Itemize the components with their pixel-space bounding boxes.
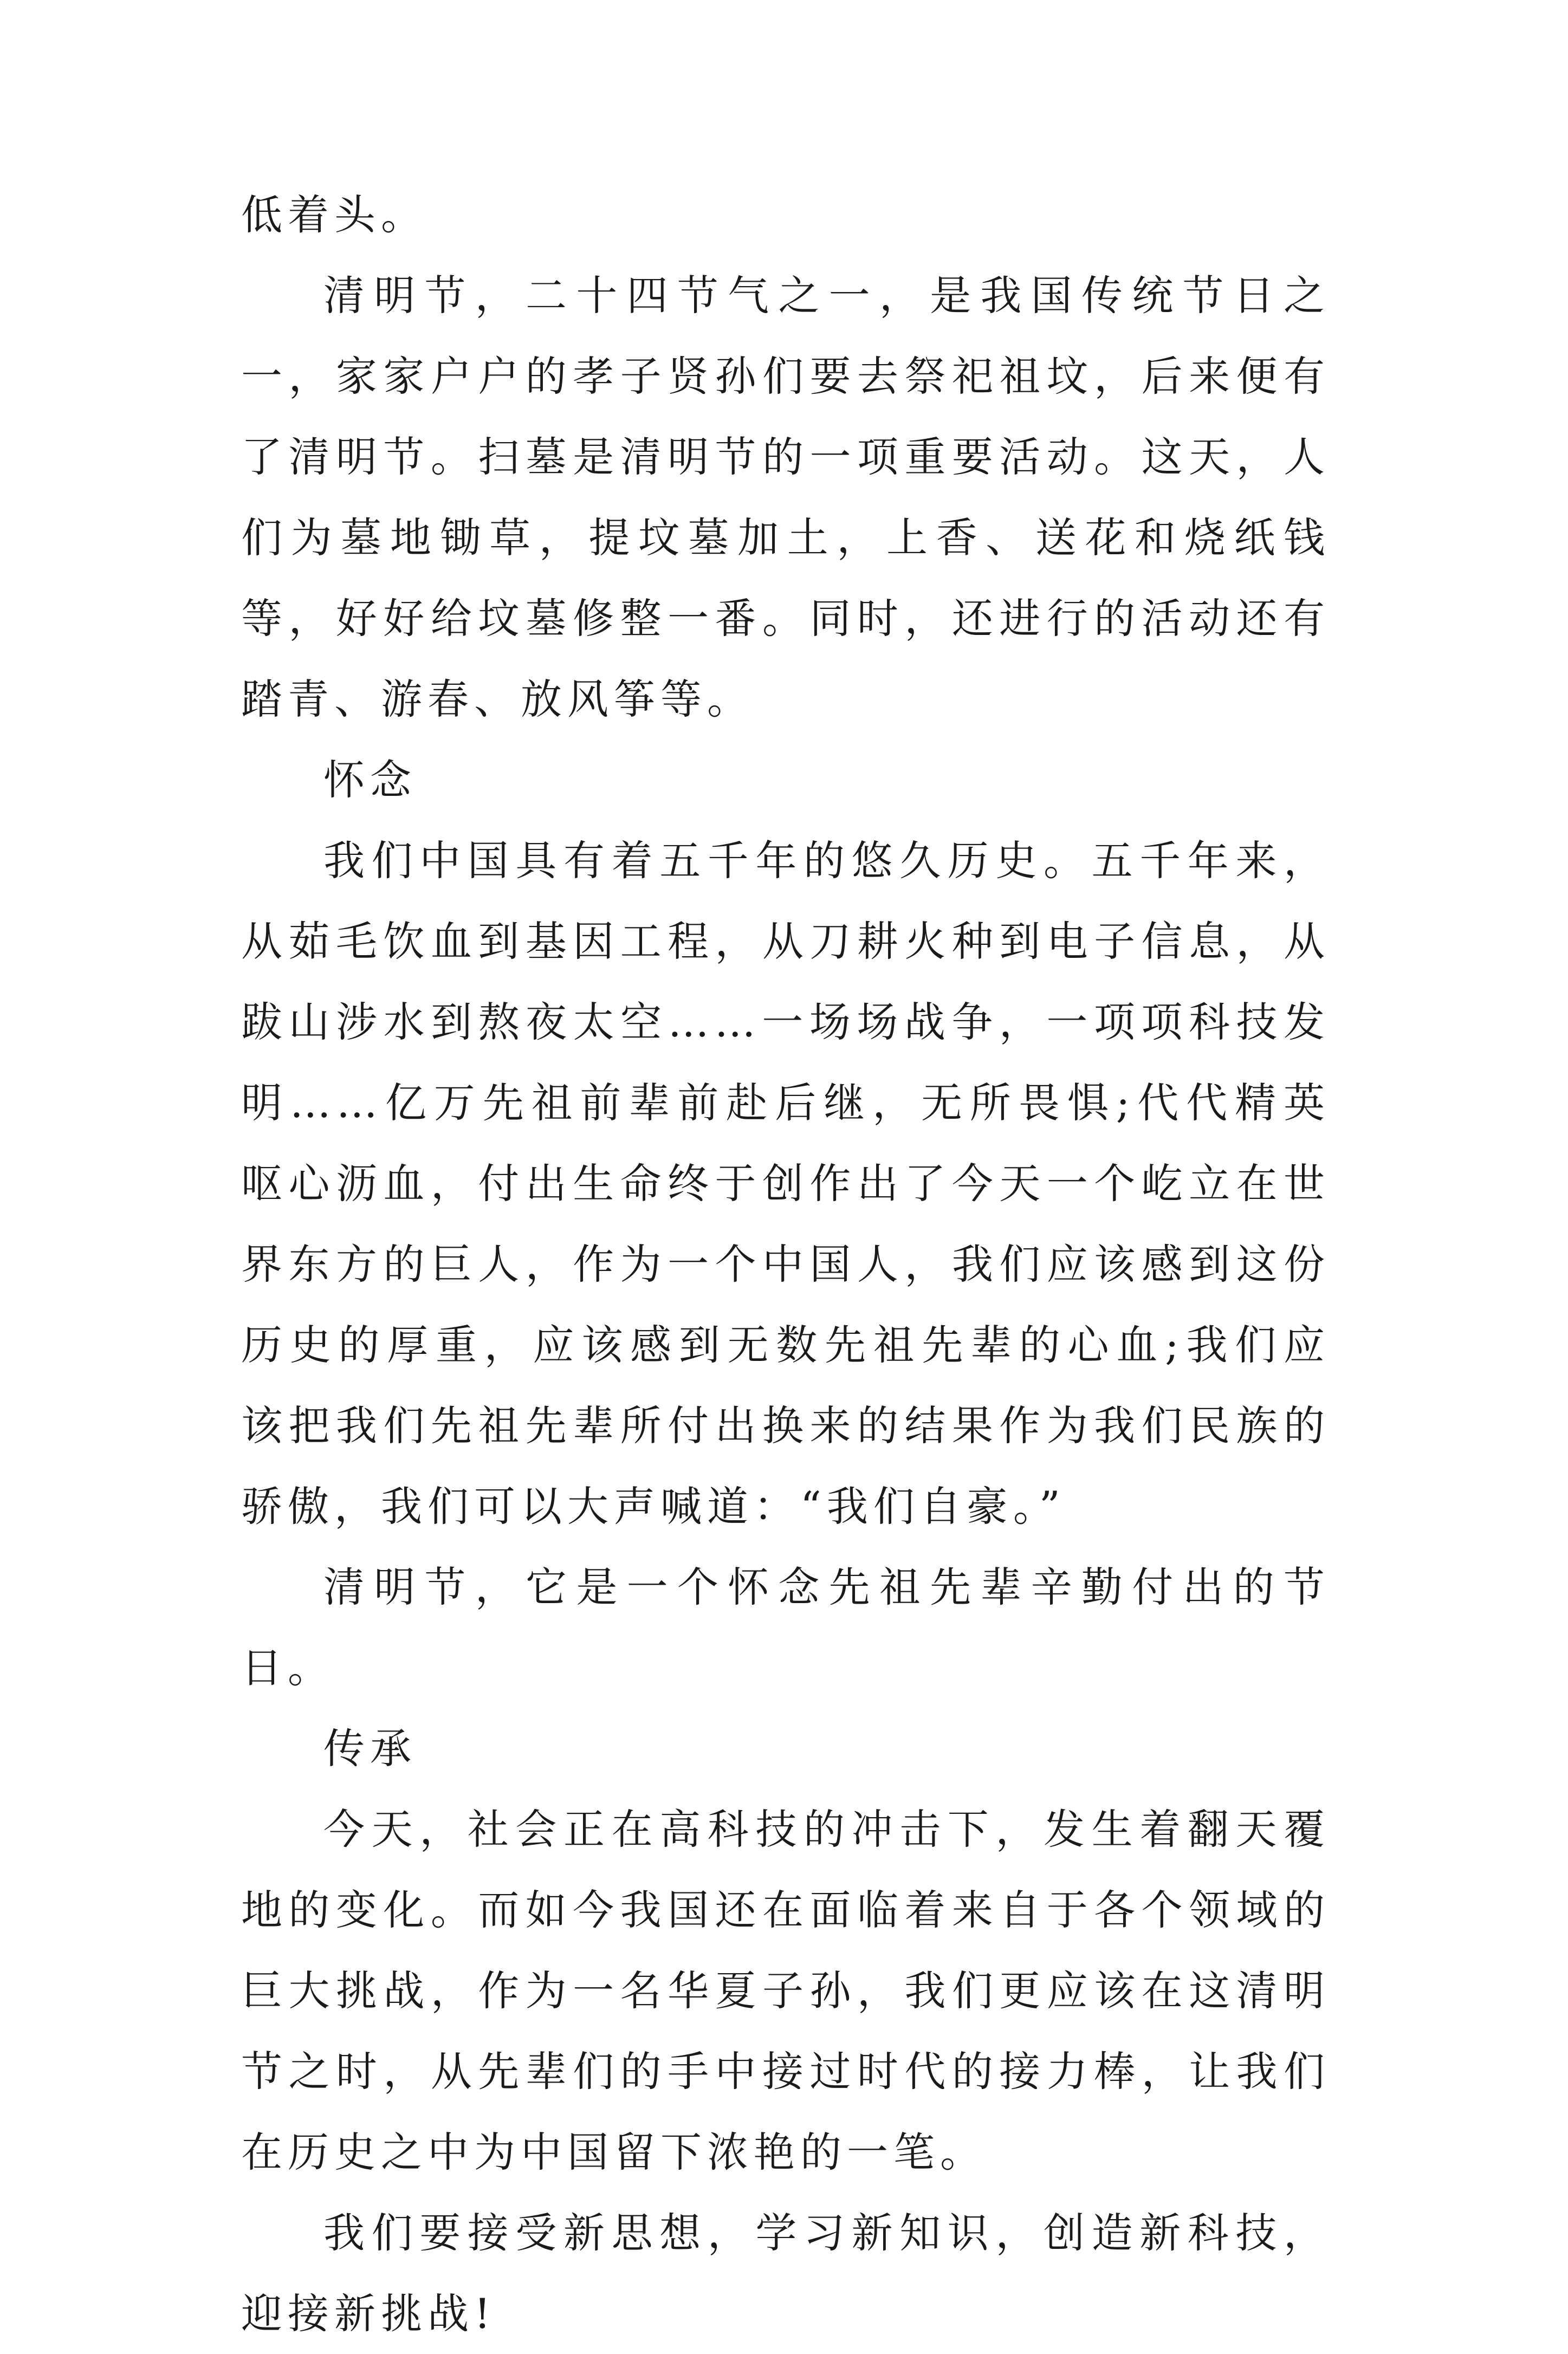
paragraph-history: 我们中国具有着五千年的悠久历史。五千年来，从茹毛饮血到基因工程，从刀耕火种到电子信息，从跋山涉水到熬夜太空……一场场战争，一项项科技发明……亿万先祖前辈前赴后继，无所畏惧;代代精英呕心沥血，付出生命终于创作出了今天一个屹立在世界东方的巨人，作为一个中国人，我们应该感到这份历史的厚重，应该感到无数先祖先辈的心血;我们应该把我们先祖先辈所付出换来的结果作为我们民族的骄傲，我们可以大声喊道：“我们自豪。”	[241, 836, 1330, 1531]
paragraph-continuation: 低着头。	[241, 191, 427, 239]
paragraph-qingming-intro: 清明节，二十四节气之一，是我国传统节日之一，家家户户的孝子贤孙们要去祭祀祖坟，后来便有了清明节。扫墓是清明节的一项重要活动。这天，人们为墓地锄草，提坟墓加土，上香、送花和烧纸钱等，好好给坟墓修整一番。同时，还进行的活动还有踏青、游春、放风筝等。	[241, 271, 1330, 723]
section-heading-remembrance: 怀念	[323, 756, 417, 804]
section-heading-inheritance: 传承	[323, 1724, 417, 1773]
paragraph-festival-meaning: 清明节，它是一个怀念先祖先辈辛勤付出的节日。	[241, 1563, 1330, 1692]
paragraph-closing: 我们要接受新思想，学习新知识，创造新科技，迎接新挑战!	[241, 2209, 1330, 2338]
body-text	[241, 174, 1330, 2354]
paragraph-today: 今天，社会正在高科技的冲击下，发生着翻天覆地的变化。而如今我国还在面临着来自于各个领域的巨大挑战，作为一名华夏子孙，我们更应该在这清明节之时，从先辈们的手中接过时代的接力棒，让我们在历史之中为中国留下浓艳的一笔。	[241, 1805, 1330, 2176]
